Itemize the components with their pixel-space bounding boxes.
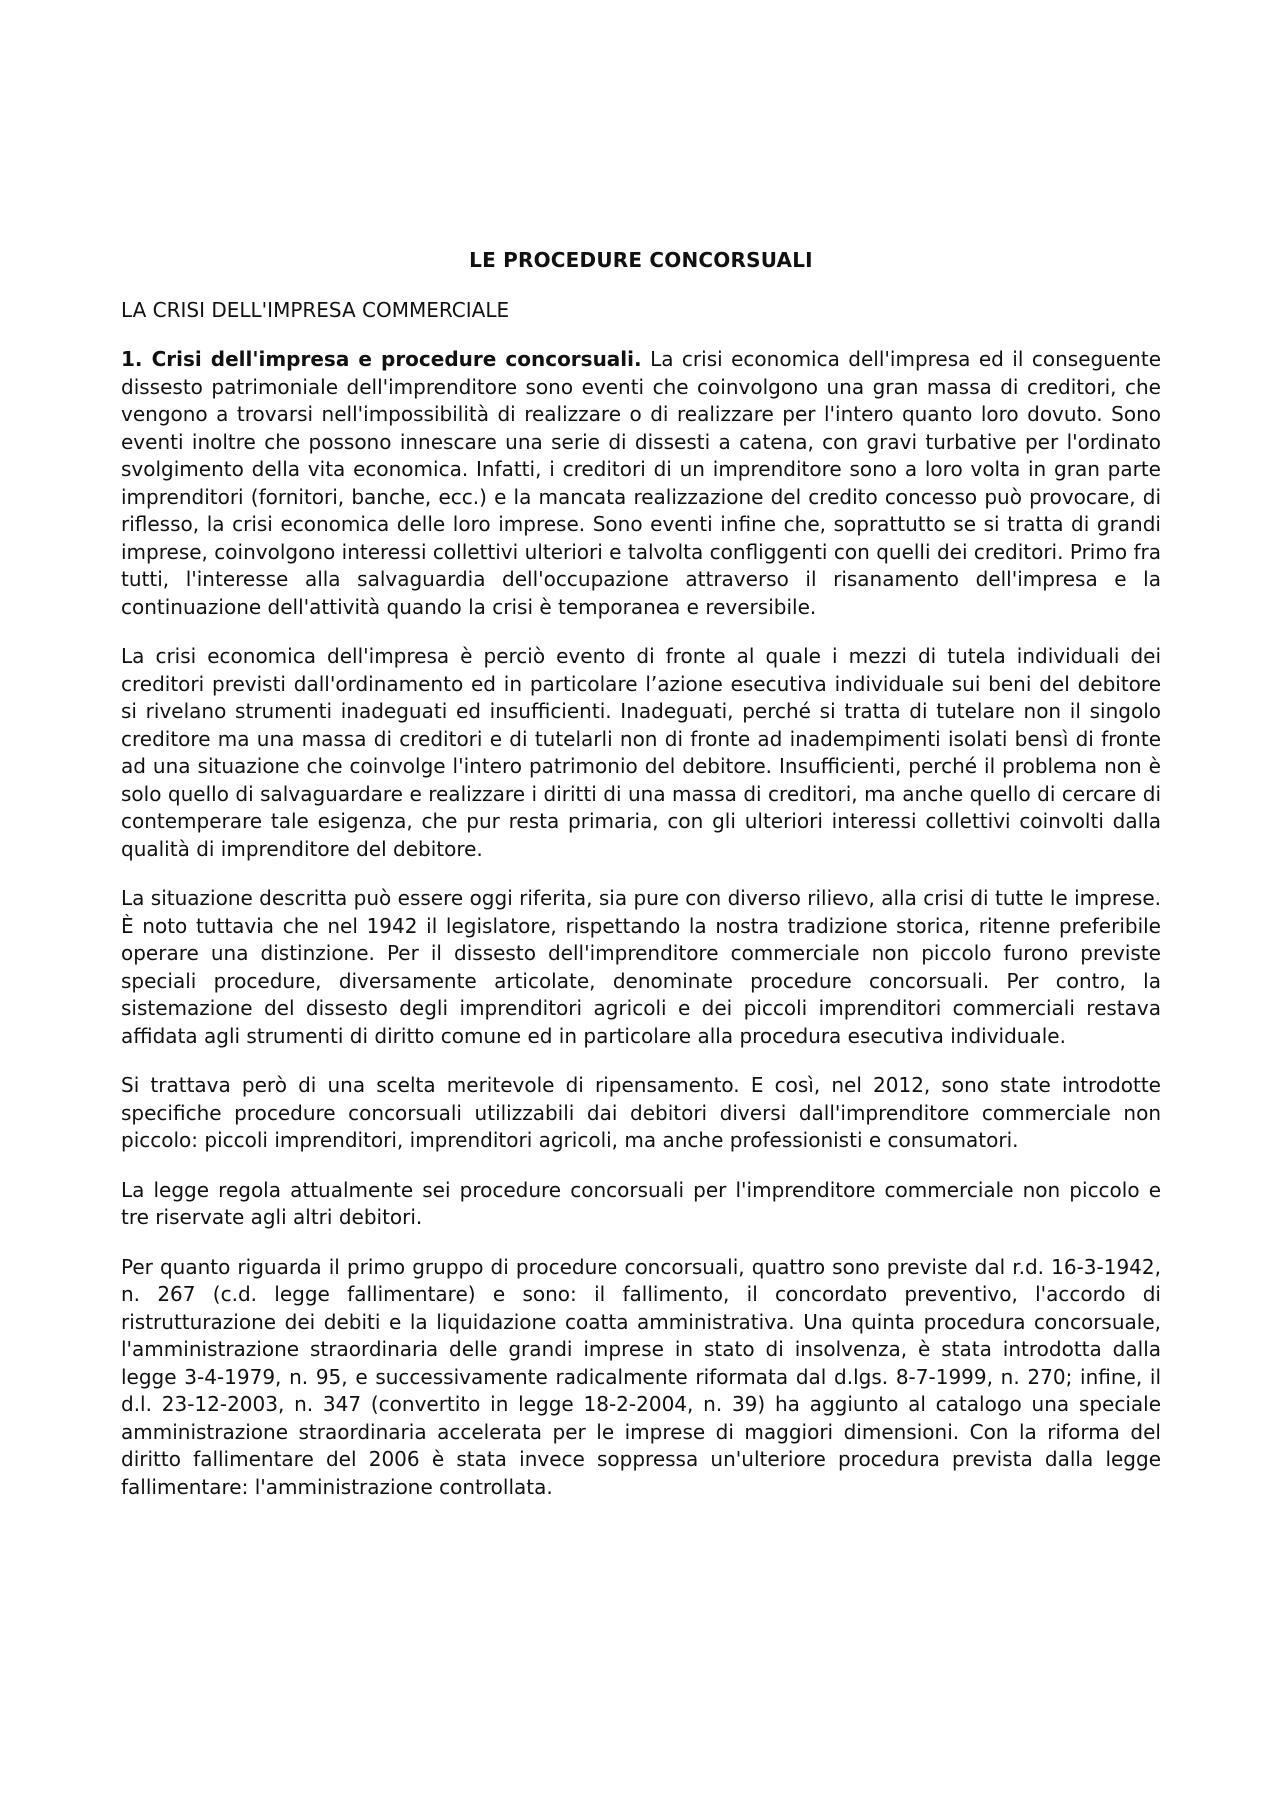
paragraph-6: Per quanto riguarda il primo gruppo di procedure concorsuali, quattro sono previste dal r.d. 16-3-1942, n. 267 (c.d. legge fallimentare) e sono: il fallimento, il concordato preventivo, l'accordo di ristrutturazione dei debiti e la liquidazione coatta amministrativa. Una quinta procedura concorsuale, l'amministrazione straordinaria delle grandi imprese in stato di insolvenza, è stata introdotta dalla legge 3-4-1979, n. 95, e successivamente radicalmente riformata dal d.lgs. 8-7-1999, n. 270; infine, il d.l. 23-12-2003, n. 347 (convertito in legge 18-2-2004, n. 39) ha aggiunto al catalogo una speciale amministrazione straordinaria accelerata per le imprese di maggiori dimensioni. Con la riforma del diritto fallimentare del 2006 è stata invece soppressa un'ulteriore procedura prevista dalla legge fallimentare: l'amministrazione controllata. [121, 1254, 1161, 1499]
section-heading: LA CRISI DELL'IMPRESA COMMERCIALE [121, 298, 510, 322]
paragraph-text: La crisi economica dell'impresa ed il conseguente dissesto patrimoniale dell'imprenditore sono eventi che coinvolgono una gran massa di creditori, che vengono a trovarsi nell'impossibilità di realizzare o di realizzare per l'intero quanto loro dovuto. Sono eventi inoltre che possono innescare una serie di dissesti a catena, con gravi turbative per l'ordinato svolgimento della vita economica. Infatti, i creditori di un imprenditore sono a loro volta in gran parte imprenditori (fornitori, banche, ecc.) e la mancata realizzazione del credito concesso può provocare, di riflesso, la crisi economica delle loro imprese. Sono eventi infine che, soprattutto se si tratta di grandi imprese, coinvolgono interessi collettivi ulteriori e talvolta confliggenti con quelli dei creditori. Primo fra tutti, l'interesse alla salvaguardia dell'occupazione attraverso il risanamento dell'impresa e la continuazione dell'attività quando la crisi è temporanea e reversibile. [121, 347, 1161, 619]
paragraph-5: La legge regola attualmente sei procedure concorsuali per l'imprenditore commerciale non piccolo e tre riservate agli altri debitori. [121, 1177, 1161, 1229]
paragraph-3: La situazione descritta può essere oggi riferita, sia pure con diverso rilievo, alla crisi di tutte le imprese. È noto tuttavia che nel 1942 il legislatore, rispettando la nostra tradizione storica, ritenne preferibile operare una distinzione. Per il dissesto dell'imprenditore commerciale non piccolo furono previste speciali procedure, diversamente articolate, denominate procedure concorsuali. Per contro, la sistemazione del dissesto degli imprenditori agricoli e dei piccoli imprenditori commerciali restava affidata agli strumenti di diritto comune ed in particolare alla procedura esecutiva individuale. [121, 886, 1161, 1048]
paragraph-1 [121, 346, 1161, 621]
paragraph-4: Si trattava però di una scelta meritevole di ripensamento. E così, nel 2012, sono state introdotte specifiche procedure concorsuali utilizzabili dai debitori diversi dall'imprenditore commerciale non piccolo: piccoli imprenditori, imprenditori agricoli, ma anche professionisti e consumatori. [121, 1073, 1161, 1152]
paragraph-lead-heading: 1. Crisi dell'impresa e procedure concorsuali. [121, 347, 642, 371]
document-page [121, 246, 1161, 1523]
document-title: LE PROCEDURE CONCORSUALI [469, 248, 813, 272]
paragraph-2: La crisi economica dell'impresa è perciò evento di fronte al quale i mezzi di tutela individuali dei creditori previsti dall'ordinamento ed in particolare l’azione esecutiva individuale sui beni del debitore si rivelano strumenti inadeguati ed insufficienti. Inadeguati, perché si tratta di tutelare non il singolo creditore ma una massa di creditori e di tutelarli non di fronte ad inadempimenti isolati bensì di fronte ad una situazione che coinvolge l'intero patrimonio del debitore. Insufficienti, perché il problema non è solo quello di salvaguardare e realizzare i diritti di una massa di creditori, ma anche quello di cercare di contemperare tale esigenza, che pur resta primaria, con gli ulteriori interessi collettivi coinvolti dalla qualità di imprenditore del debitore. [121, 644, 1161, 861]
